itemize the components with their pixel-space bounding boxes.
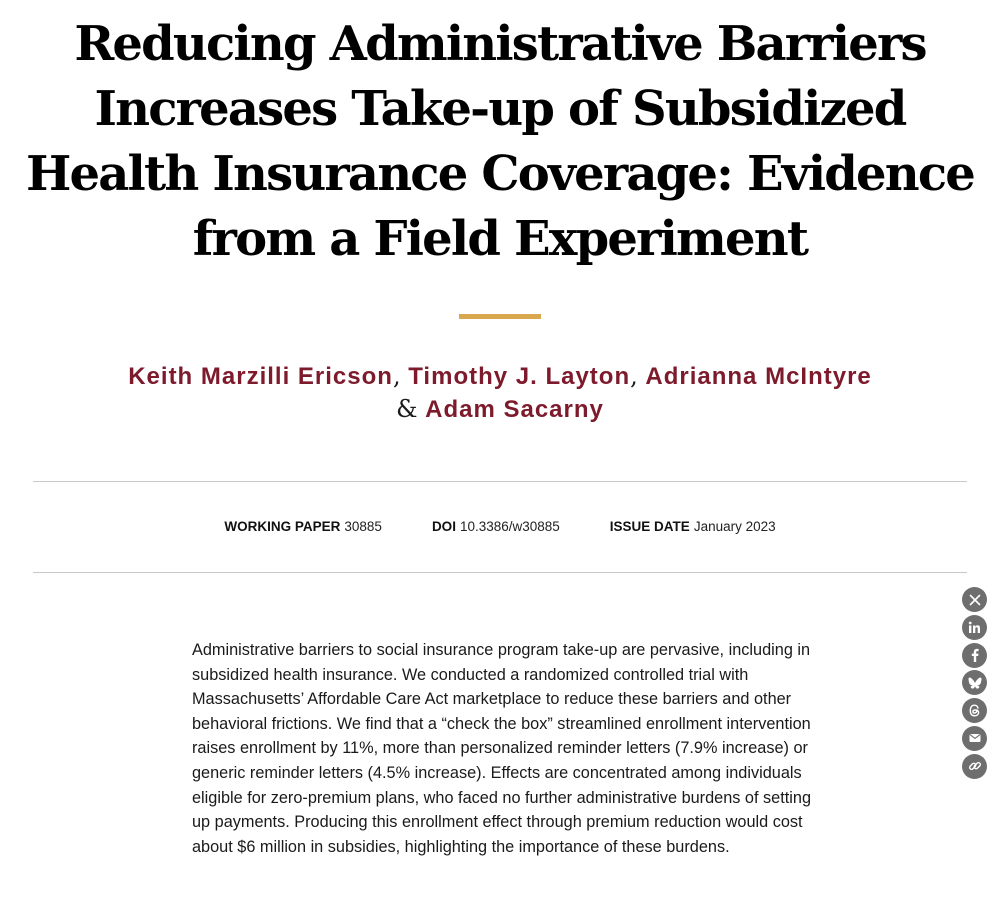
author-separator: , bbox=[630, 362, 646, 390]
email-icon bbox=[969, 733, 981, 743]
author-link[interactable]: Timothy J. Layton bbox=[408, 363, 631, 390]
doi-meta bbox=[432, 518, 560, 536]
author-separator: & bbox=[396, 395, 426, 423]
facebook-icon bbox=[971, 648, 979, 662]
share-bar bbox=[962, 587, 987, 782]
doi-value: 10.3386/w30885 bbox=[459, 519, 560, 534]
abstract-text: Administrative barriers to social insurance program take-up are pervasive, including in subsidized health insurance. We conducted a randomized controlled trial with Massachusetts’ Affordable Care Act marketplace to reduce these barriers and other behavioral frictions. We find that a “check the box” streamlined enrollment intervention raises enrollment by 11%, more than personalized reminder letters (7.9% increase) or generic reminder letters (4.5% increase). Effects are concentrated among individuals eligible for zero-premium plans, who faced no further administrative burdens of setting up payments. Producing this enrollment effect through premium reduction would cost about $6 million in subsidies, highlighting the importance of these burdens. bbox=[192, 641, 811, 856]
working-paper-number: 30885 bbox=[344, 519, 382, 534]
author-link[interactable]: Adam Sacarny bbox=[425, 396, 604, 423]
paper-meta-bar bbox=[0, 518, 1000, 536]
author-link[interactable]: Adrianna McIntyre bbox=[645, 363, 872, 390]
page-title: Reducing Administrative Barriers Increases Take-up of Subsidized Health Insurance Coverage: Evidence from a Field Experiment bbox=[25, 16, 975, 267]
author-list bbox=[120, 360, 880, 426]
meta-divider-top bbox=[33, 481, 967, 482]
working-paper-label: WORKING PAPER bbox=[224, 519, 341, 534]
link-icon bbox=[968, 759, 982, 773]
issue-date-value: January 2023 bbox=[693, 519, 776, 534]
bluesky-icon bbox=[968, 677, 982, 689]
doi-label: DOI bbox=[431, 519, 456, 534]
bluesky-share-button[interactable] bbox=[962, 670, 987, 695]
x-icon bbox=[969, 594, 981, 606]
threads-icon bbox=[969, 704, 981, 717]
threads-share-button[interactable] bbox=[962, 698, 987, 723]
issue-date-meta bbox=[610, 518, 776, 536]
author-link[interactable]: Keith Marzilli Ericson bbox=[128, 363, 393, 390]
author-separator: , bbox=[392, 362, 409, 390]
facebook-share-button[interactable] bbox=[962, 643, 987, 668]
working-paper-meta bbox=[224, 518, 382, 536]
x-share-button[interactable] bbox=[962, 587, 987, 612]
email-share-button[interactable] bbox=[962, 726, 987, 751]
meta-divider-bottom bbox=[33, 572, 967, 573]
linkedin-share-button[interactable] bbox=[962, 615, 987, 640]
issue-date-label: ISSUE DATE bbox=[609, 519, 690, 534]
title-accent-divider bbox=[459, 314, 541, 319]
copy-link-button[interactable] bbox=[962, 754, 987, 779]
linkedin-icon bbox=[968, 621, 981, 634]
